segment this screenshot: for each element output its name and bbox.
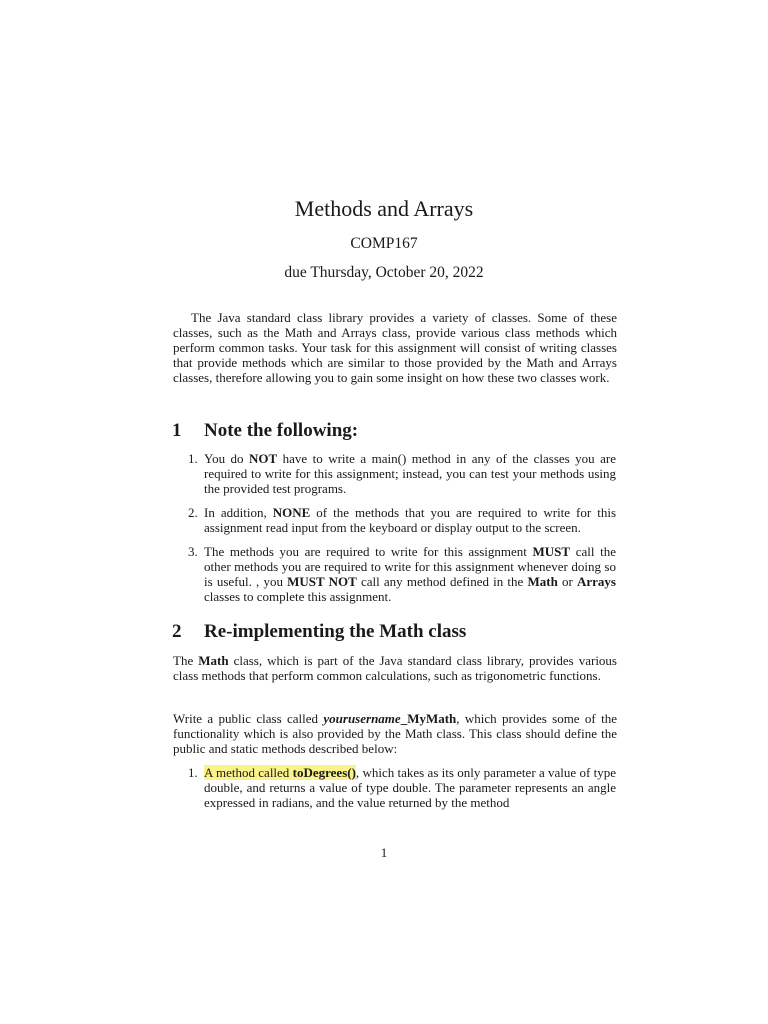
due-date: due Thursday, October 20, 2022 [284,264,484,281]
list-item-marker: 3. [188,544,198,559]
list-item-text: In addition, [204,505,273,520]
section-1-number: 1 [172,420,182,441]
highlight-text: A method called [204,765,293,780]
class-name-suffix: _MyMath [400,711,457,726]
method-name: toDegrees() [292,765,356,780]
document-title: Methods and Arrays [294,196,474,221]
section-2-paragraph-1 [173,653,617,683]
list-item-marker: 1. [188,451,198,466]
list-item-text: call any method defined in the [356,574,528,589]
paragraph-text: , which provides some of the functionality which is also provided by the Math class. This class should define the public and static methods described below: [173,711,617,756]
paragraph-text: class, which is part of the Java standard class library, provides various class methods that perform common calculations, such as trigonometric functions. [173,653,617,683]
list-item [172,544,616,604]
section-2-title: Re-implementing the Math class [204,621,467,642]
class-name-italic: yourusername [323,711,401,726]
section-1-heading [172,420,358,442]
highlighted-text [204,765,356,780]
course-code: COMP167 [350,235,418,252]
page-number: 1 [380,845,388,860]
section-2-number: 2 [172,621,182,642]
list-item-bold: MUST NOT [287,574,357,589]
paragraph-bold: Math [198,653,229,668]
list-item-text: You do [204,451,250,466]
list-item-text: classes to complete this assignment. [204,589,392,604]
paragraph-text: The [173,653,199,668]
list-item-bold: Arrays [577,574,616,589]
list-item-bold: MUST [532,544,571,559]
list-item-text: or [557,574,577,589]
abstract-paragraph: The Java standard class library provides a variety of classes. Some of these classes, such as the Math and Arrays class, provide various class methods which perform common tasks. Your task for this assignment will consist of writing classes that provide methods which are similar to those provided by the Math and Arrays classes, therefore allowing you to gain some insight on how these two classes work. [173,310,617,385]
list-item [172,765,616,810]
list-item-text: of the methods that you are required to write for this assignment read input from the keyboard or display output to the screen. [204,505,617,535]
paragraph-text: Write a public class called [173,711,324,726]
list-item-text: , which takes as its only parameter a value of type double, and returns a value of type double. The parameter represents an angle expressed in radians, and the value returned by the method [204,765,616,810]
section-2-heading [172,621,466,643]
list-item-bold: NONE [272,505,311,520]
list-item-text: have to write a main() method in any of the classes you are required to write for this assignment; instead, you can test your methods using the provided test programs. [204,451,616,496]
section-2-paragraph-2 [173,711,617,756]
section-1-title: Note the following: [204,420,359,441]
list-item-marker: 2. [188,505,198,520]
section-1-list [172,451,616,604]
list-item [172,505,616,535]
list-item-bold: NOT [249,451,278,466]
list-item-text: The methods you are required to write for this assignment [204,544,533,559]
list-item-text: call the other methods you are required to write for this assignment whenever doing so is useful. , you [204,544,616,589]
list-item-bold: Math [527,574,558,589]
section-2-list [172,765,616,810]
list-item [172,451,616,496]
list-item-marker: 1. [188,765,198,780]
